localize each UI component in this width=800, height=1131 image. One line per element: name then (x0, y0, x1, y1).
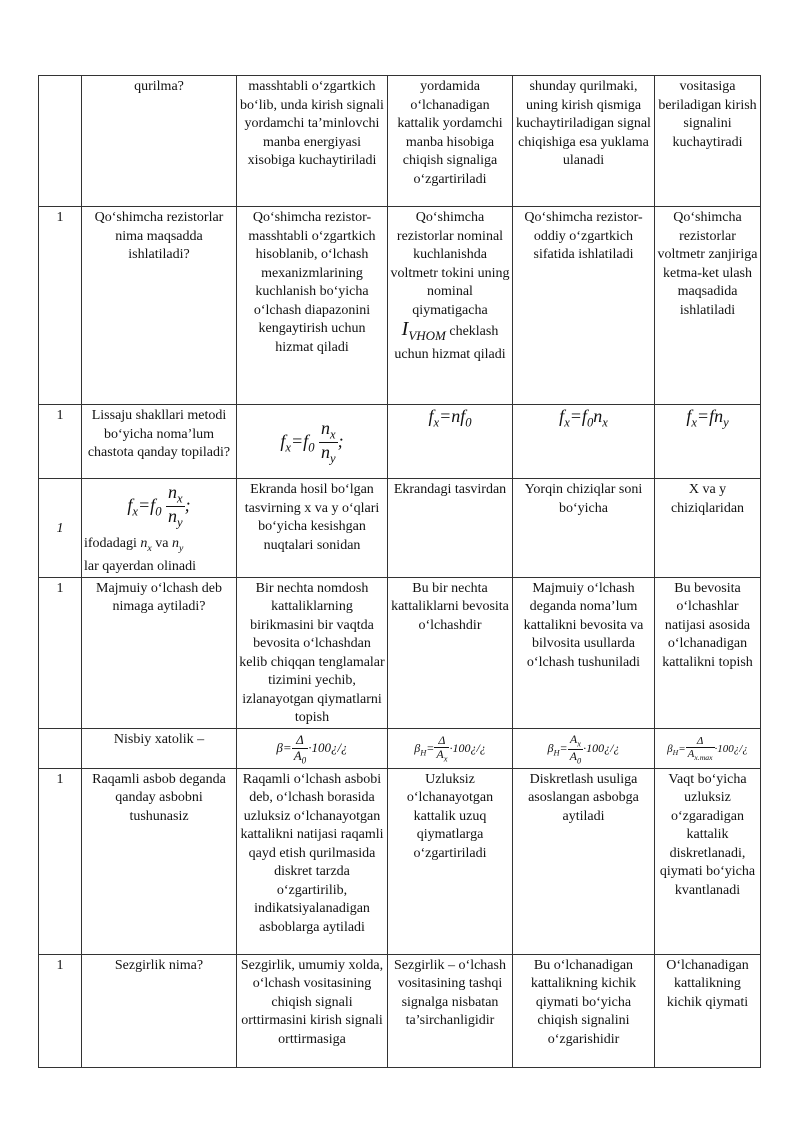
row-number: 1 (39, 405, 82, 479)
answer-c-cell (513, 728, 655, 768)
row-number: 1 (39, 207, 82, 405)
answer-d-cell (655, 728, 761, 768)
answer-c-cell: Majmuiy o‘lchash deganda noma’lum kattalikni bevosita va bilvosita usullarda o‘lchash tushuniladi (513, 577, 655, 728)
lissajous-formula: $f_x=f_0$ $\frac{n_x}{n_y}$ ; (280, 417, 344, 466)
table-row (39, 479, 761, 578)
answer-b-cell: Bu bir nechta kattaliklarni bevosita o‘lchashdir (388, 577, 513, 728)
answer-d-cell: Vaqt bo‘yicha uzluksiz o‘zgaradigan kattalik diskretlanadi, qiymati bo‘yicha kvantlanadi (655, 768, 761, 954)
answer-d-cell: vositasiga beriladigan kirish signalini kuchaytiradi (655, 76, 761, 207)
answer-a-cell: Bir nechta nomdosh kattaliklarning birikmasini bir vaqtda bevosita o‘lchashdan kelib chiqqan tenglamalar tizimini yechib, izlanayotgan qiymatlarni topish (237, 577, 388, 728)
table-row (39, 728, 761, 768)
row-number (39, 728, 82, 768)
answer-a-cell: Sezgirlik, umumiy xolda, o‘lchash vositasining chiqish signali orttirmasini kirish signali orttirmasiga (237, 954, 388, 1067)
answer-d-cell: Qo‘shimcha rezistorlar voltmetr zanjiriga ketma-ket ulash maqsadida ishlatiladi (655, 207, 761, 405)
relative-error-formula: β= $\frac{\Delta}{A_0}$ ·100¿/¿ (276, 732, 348, 766)
question-cell: qurilma? (82, 76, 237, 207)
answer-b-cell: Uzluksiz o‘lchanayotgan kattalik uzuq qiymatlarga o‘zgartiriladi (388, 768, 513, 954)
test-questions-table (38, 75, 761, 1068)
relative-error-formula: $\beta_H=$ $\frac{A_x}{A_0}$ ·100¿/¿ (547, 732, 620, 766)
answer-b-cell: Sezgirlik – o‘lchash vositasining tashqi signalga nisbatan ta’sirchanligidir (388, 954, 513, 1067)
table-row (39, 405, 761, 479)
question-cell: Raqamli asbob deganda qanday asbobni tushunasiz (82, 768, 237, 954)
answer-d-cell: Bu bevosita o‘lchashlar natijasi asosida o‘lchanadigan kattalikni topish (655, 577, 761, 728)
answer-a-cell: masshtabli o‘zgartkich bo‘lib, unda kirish signali yordamchi ta’minlovchi manba energiyasi xisobiga kuchaytiriladi (237, 76, 388, 207)
answer-b-cell (388, 207, 513, 405)
answer-b-text-end: cheklash uchun hizmat qiladi (394, 324, 506, 362)
table-row (39, 954, 761, 1067)
answer-a-cell: Qo‘shimcha rezistor-masshtabli o‘zgartkich hisoblanib, o‘lchash mexanizmlarining kuchlanish bo‘yicha o‘lchash diapazonini kengaytirish uchun hizmat qiladi (237, 207, 388, 405)
answer-a-cell (237, 405, 388, 479)
answer-c-cell: Qo‘shimcha rezistor-oddiy o‘zgartkich sifatida ishlatiladi (513, 207, 655, 405)
table-row (39, 76, 761, 207)
answer-a-cell: Raqamli o‘lchash asbobi deb, o‘lchash borasida uzluksiz o‘lchanayotgan kattalikni natijasi raqamli qayd etish qurilmasida diskret tarzda o‘zgartirilib, indikatsiyalanadigan asboblarga aytiladi (237, 768, 388, 954)
answer-b-cell: yordamida o‘lchanadigan kattalik yordamchi manba hisobiga chiqish signaliga o‘zgartiriladi (388, 76, 513, 207)
row-number: 1 (39, 768, 82, 954)
row-number: 1 (39, 479, 82, 578)
question-cell: Qo‘shimcha rezistorlar nima maqsadda ishlatiladi? (82, 207, 237, 405)
lissajous-formula: $f_x=f_0$ $\frac{n_x}{n_y}$ ; (127, 482, 191, 531)
answer-a-cell: Ekranda hosil bo‘lgan tasvirning x va y o‘qlari bo‘yicha kesishgan nuqtalari sonidan (237, 479, 388, 578)
answer-b-cell (388, 728, 513, 768)
answer-b-text: Qo‘shimcha rezistorlar nominal kuchlanishda voltmetr tokini uning nominal qiymatigacha (390, 210, 510, 318)
row-number: 1 (39, 577, 82, 728)
answer-c-cell: Diskretlash usuliga asoslangan asbobga aytiladi (513, 768, 655, 954)
answer-b-cell: Ekrandagi tasvirdan (388, 479, 513, 578)
relative-error-formula: $\beta_H=$ $\frac{\Delta}{A_x}$ ·100¿/¿ (414, 733, 486, 764)
answer-c-cell: Yorqin chiziqlar soni bo‘yicha (513, 479, 655, 578)
formula: $f_x=fn_y$ (686, 406, 729, 430)
question-cell (82, 479, 237, 578)
question-cell: Sezgirlik nima? (82, 954, 237, 1067)
row-number: 1 (39, 954, 82, 1067)
question-cell: Lissaju shakllari metodi bo‘yicha noma’lum chastota qanday topiladi? (82, 405, 237, 479)
question-text: ifodadagi $n_x$ va $n_y$ lar qayerdan olinadi (84, 535, 196, 575)
question-cell: Nisbiy xatolik – (82, 728, 237, 768)
answer-d-cell: O‘lchanadigan kattalikning kichik qiymati (655, 954, 761, 1067)
question-cell: Majmuiy o‘lchash deb nimaga aytiladi? (82, 577, 237, 728)
answer-c-cell: shunday qurilmaki, uning kirish qismiga kuchaytiriladigan signal chiqishiga esa yuklama ulanadi (513, 76, 655, 207)
relative-error-formula: $\beta_H=$ $\frac{\Delta}{A_{x.max}}$ ·100¿/¿ (667, 735, 748, 763)
answer-b-cell (388, 405, 513, 479)
answer-d-cell (655, 405, 761, 479)
formula: $f_x=f_0n_x$ (559, 406, 608, 430)
table-row (39, 577, 761, 728)
answer-d-cell: X va y chiziqlaridan (655, 479, 761, 578)
answer-c-cell (513, 405, 655, 479)
formula: $f_x=nf_0$ (428, 406, 472, 430)
table-row (39, 207, 761, 405)
current-symbol: $I_{VHOM}$ (401, 318, 446, 343)
row-number (39, 76, 82, 207)
table-row (39, 768, 761, 954)
answer-c-cell: Bu o‘lchanadigan kattalikning kichik qiymati bo‘yicha chiqish signalini o‘zgarishidir (513, 954, 655, 1067)
answer-a-cell (237, 728, 388, 768)
